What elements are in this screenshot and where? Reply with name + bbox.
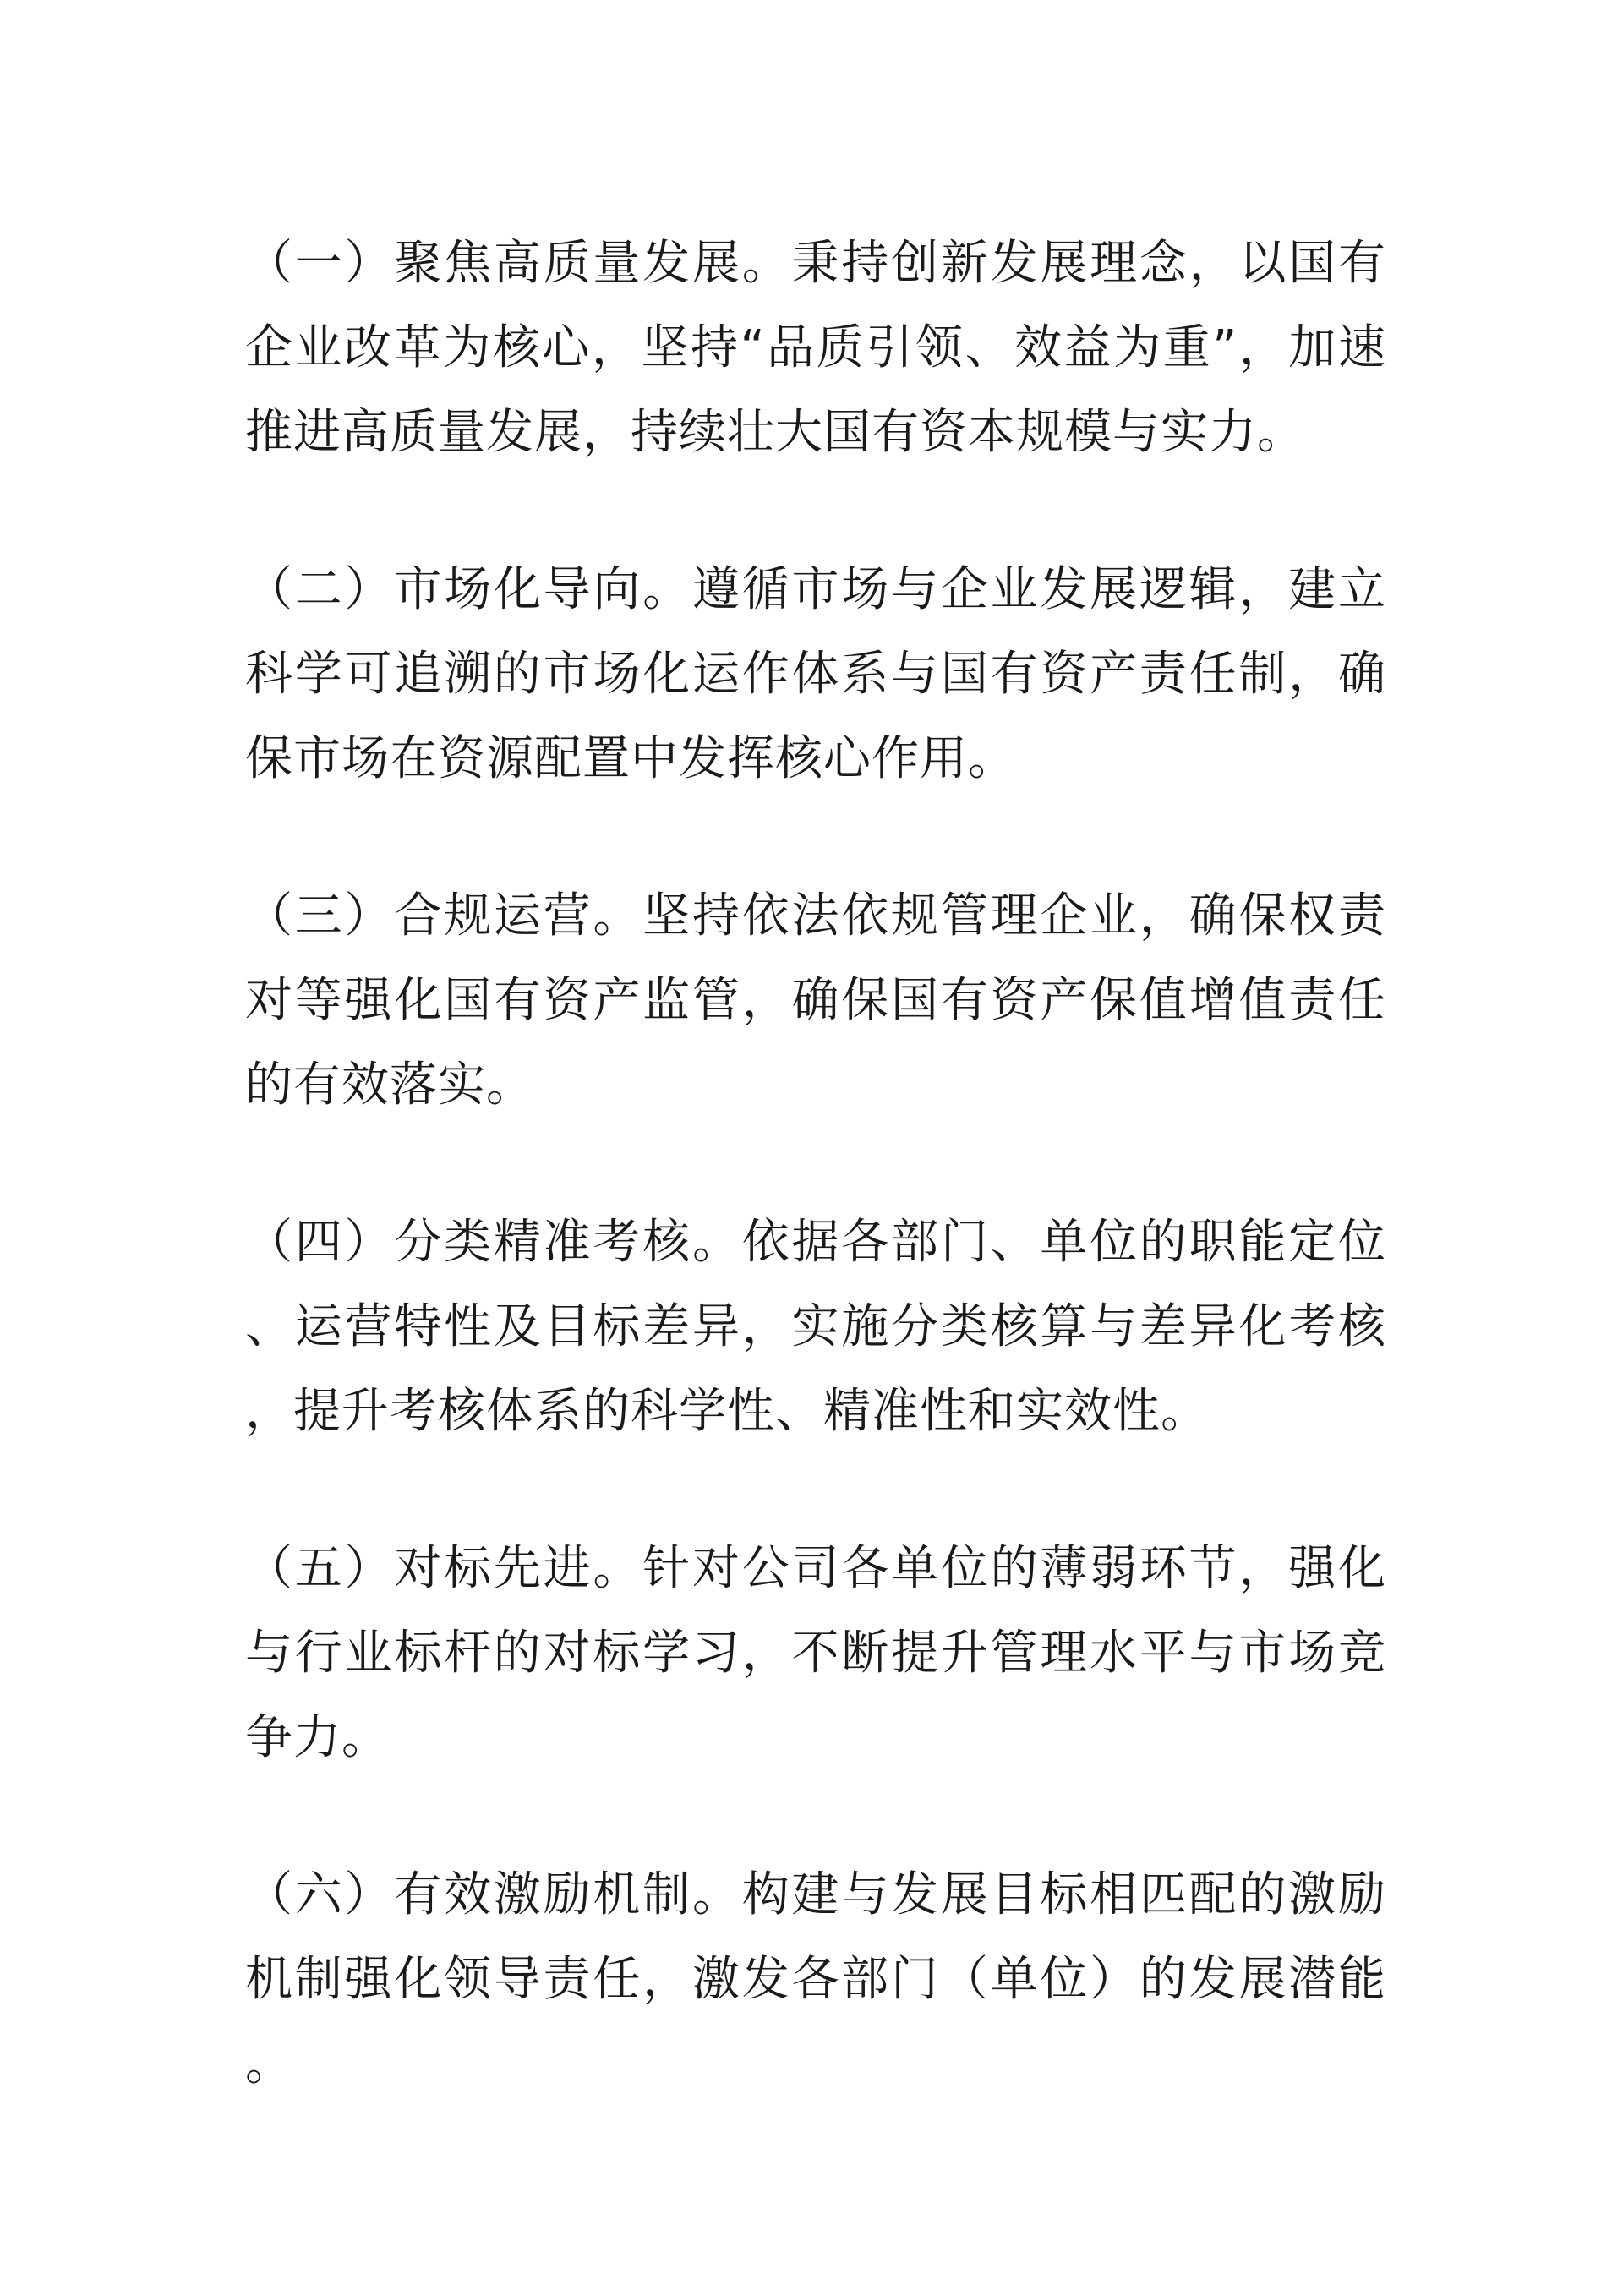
paragraph-6: （六）有效激励机制。构建与发展目标相匹配的激励机制强化领导责任，激发各部门（单位）的发展潜能。 (245, 1867, 1386, 2091)
paragraph-4: （四）分类精准考核。依据各部门、单位的职能定位、运营特性及目标差异，实施分类核算与差异化考核，提升考核体系的科学性、精准性和实效性。 (245, 1215, 1386, 1439)
paragraph-5: （五）对标先进。针对公司各单位的薄弱环节，强化与行业标杆的对标学习，不断提升管理水平与市场竞争力。 (245, 1541, 1386, 1765)
paragraph-2: （二）市场化导向。遵循市场与企业发展逻辑，建立科学可追溯的市场化运作体系与国有资产责任制，确保市场在资源配置中发挥核心作用。 (245, 562, 1386, 786)
paragraph-3: （三）合规运营。坚持依法依规管理企业，确保权责对等强化国有资产监管，确保国有资产保值增值责任的有效落实。 (245, 888, 1386, 1112)
paragraph-1: （一）聚焦高质量发展。秉持创新发展理念，以国有企业改革为核心，坚持“品质引领、效益为重”，加速推进高质量发展，持续壮大国有资本规模与实力。 (245, 236, 1386, 460)
document-page (245, 221, 1386, 2179)
